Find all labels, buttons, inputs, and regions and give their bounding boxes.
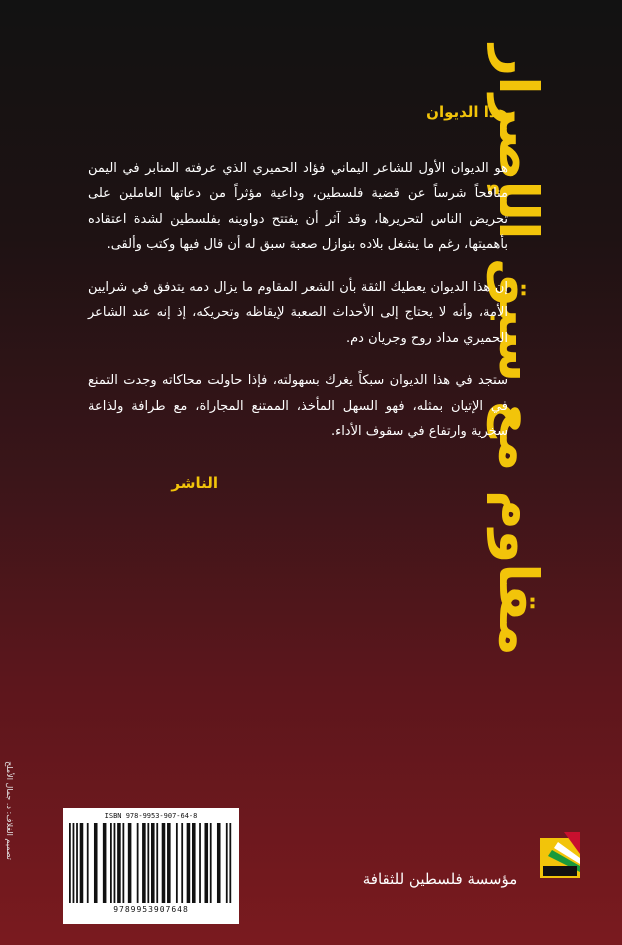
paragraph-3: ستجد في هذا الديوان سبكاً يغرك بسهولته، فإذا حاولت محاكاته وجدت التمنع في الإتيان بمثله، فهو السهل المأخذ، الممتنع المجاراة، مع طرافة ولذاعة سخرية وارتفاع في سقوف الأداء. [88, 373, 508, 439]
barcode-bar [137, 823, 139, 903]
barcode-bar [162, 823, 166, 903]
barcode-bar [181, 823, 183, 903]
design-credit-text: تصميم الغلاف: د. جمال الأملح [4, 760, 14, 860]
barcode-bar [103, 823, 107, 903]
paragraph-1: هو الديوان الأول للشاعر اليماني فؤاد الحميري الذي عرفته المنابر في اليمن منافحاً شرساً عن قضية فلسطين، وداعية مؤثراً من دعاتها العاملين على تحريض الناس لتحريرها، وقد آثر أن يفتتح دواوينه بفلسطين لشدة اعتقاده بأهميتها، رغم ما يشغل بلاده بنوازل صعبة سبق له أن قال فيها وكتب وألقى. [88, 160, 508, 252]
isbn-label: ISBN 978-9953-907-64-8 [104, 812, 198, 820]
barcode-bar [80, 823, 84, 903]
barcode-bar [210, 823, 212, 903]
barcode-bar [69, 823, 71, 903]
barcode-bar [192, 823, 196, 903]
barcode-bar [187, 823, 191, 903]
barcode-bar [128, 823, 132, 903]
barcode-bar [76, 823, 78, 903]
barcode-bar [217, 823, 221, 903]
barcode-bar [114, 823, 116, 903]
spine-title-text: مقاوم مع سبق الإصرار [486, 44, 550, 656]
design-credit [0, 730, 18, 890]
barcode-bar [110, 823, 112, 903]
publisher-logo-icon [540, 832, 580, 880]
barcode-bar [176, 823, 178, 903]
section-title: هذا الديوان [426, 103, 508, 121]
barcode-bar [204, 823, 208, 903]
barcode-bar [94, 823, 98, 903]
barcode-bar [151, 823, 155, 903]
barcode-bar [142, 823, 146, 903]
barcode-bar [122, 823, 124, 903]
back-cover-text [88, 100, 508, 496]
barcode-bar [199, 823, 201, 903]
barcode-bar [73, 823, 75, 903]
barcode-box [63, 808, 239, 924]
barcode-number: 9789953907648 [113, 905, 189, 914]
barcode-icon [69, 823, 233, 903]
publisher-name: مؤسسة فلسطين للثقافة [362, 870, 518, 888]
barcode-bar [226, 823, 228, 903]
barcode-bar [156, 823, 158, 903]
barcode-bar [147, 823, 149, 903]
barcode-bar [229, 823, 231, 903]
publisher-signature: الناشر [171, 473, 218, 492]
barcode-bar [167, 823, 171, 903]
barcode-bar [117, 823, 121, 903]
barcode-bar [87, 823, 89, 903]
paragraph-2: إن هذا الديوان يعطيك الثقة بأن الشعر المقاوم ما يزال دمه يتدفق في شرايين الأمة، وأنه لا يحتاج إلى الأحداث الصعبة لإيقاظه وتحريكه، إذ إنه عند الشاعر الحميري مداد روح وجريان دم. [88, 279, 508, 346]
